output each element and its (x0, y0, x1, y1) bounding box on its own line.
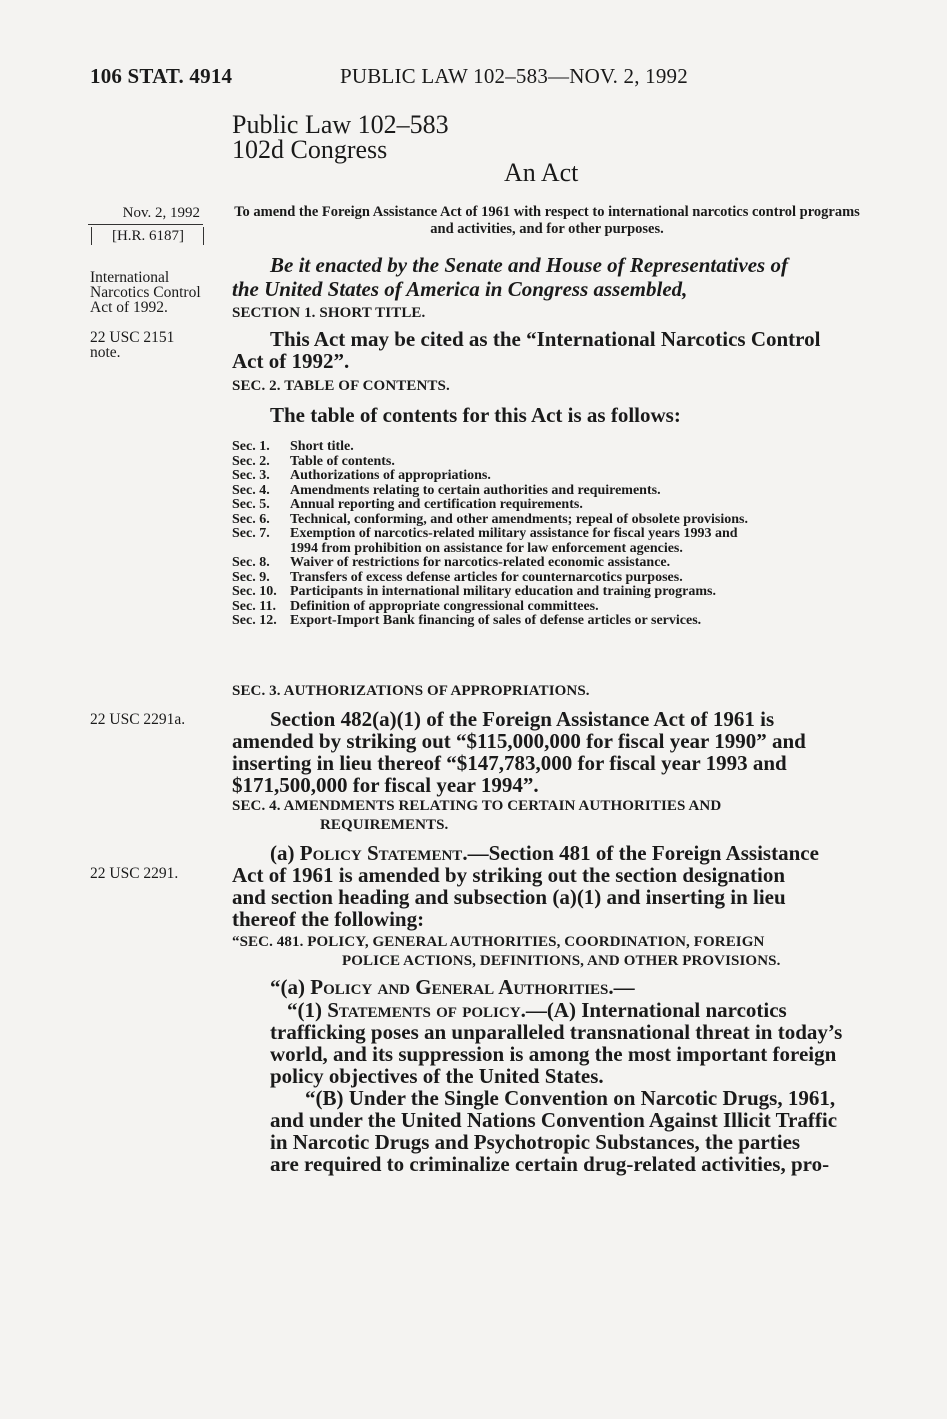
toc-section-number: Sec. 12. (232, 613, 277, 628)
toc-section-title: Waiver of restrictions for narcotics-related economic assistance. (290, 555, 671, 570)
quoted-subsection-a-heading (270, 976, 635, 998)
paragraph-1-line-1 (287, 999, 862, 1021)
toc-entry (232, 469, 872, 484)
section-3-text-line-3: inserting in lieu thereof “$147,783,000 for fiscal year 1993 and (232, 751, 787, 775)
section-1-text-line-2: Act of 1992”. (232, 349, 350, 373)
section-3-heading: SEC. 3. AUTHORIZATIONS OF APPROPRIATIONS. (232, 683, 590, 699)
paragraph-1-line-2: trafficking poses an unparalleled transnational threat in today’s (270, 1020, 843, 1044)
toc-section-number: Sec. 4. (232, 482, 270, 498)
toc-section-title: Export-Import Bank financing of sales of defense articles or services. (290, 613, 702, 628)
margin-usc-note: 22 USC 2151 note. (90, 329, 175, 361)
statutes-at-large-citation: 106 STAT. 4914 (90, 64, 233, 88)
quoted-subsection-a-label: “(a) (270, 975, 305, 999)
section-3-text-line-2: amended by striking out “$115,000,000 for fiscal year 1990” and (232, 729, 806, 753)
running-header-law-date: PUBLIC LAW 102–583—NOV. 2, 1992 (340, 64, 688, 88)
toc-section-number: Sec. 1. (232, 439, 270, 454)
toc-section-title: Amendments relating to certain authorities and requirements. (290, 482, 661, 498)
subsection-a-line-2: Act of 1961 is amended by striking out the section designation (232, 863, 786, 887)
margin-usc-note: 22 USC 2291a. (90, 711, 186, 728)
toc-section-number: Sec. 5. (232, 497, 270, 512)
quoted-section-481-heading-line-2: POLICE ACTIONS, DEFINITIONS, AND OTHER PROVISIONS. (342, 953, 781, 969)
subsection-a-line-1 (270, 842, 862, 864)
subparagraph-b-line-1: “(B) Under the Single Convention on Narcotic Drugs, 1961, (305, 1086, 836, 1110)
toc-section-title: Exemption of narcotics-related military assistance for fiscal years 1993 and (290, 526, 738, 541)
toc-entry (232, 498, 872, 513)
toc-entry (232, 614, 872, 629)
enacting-clause-line-1: Be it enacted by the Senate and House of Representatives of (270, 253, 788, 277)
public-law-number: Public Law 102–583 (232, 110, 449, 139)
toc-section-title-continued: 1994 from prohibition on assistance for law enforcement agencies. (290, 540, 683, 556)
subparagraph-b-line-4: are required to criminalize certain drug-related activities, pro- (270, 1152, 830, 1176)
toc-section-title: Definition of appropriate congressional committees. (290, 598, 599, 614)
enacting-clause-line-2: the United States of America in Congress assembled, (232, 277, 688, 301)
act-purpose: To amend the Foreign Assistance Act of 1961 with respect to international narcotics control programs and activities, and for other purposes. (234, 204, 860, 237)
toc-entry (232, 527, 872, 542)
margin-divider (88, 224, 203, 225)
section-1-heading: SECTION 1. SHORT TITLE. (232, 305, 426, 321)
toc-section-number: Sec. 6. (232, 511, 270, 527)
toc-section-title: Short title. (290, 439, 354, 454)
quoted-section-481-heading-line-1: “SEC. 481. POLICY, GENERAL AUTHORITIES, COORDINATION, FOREIGN (232, 934, 765, 950)
paragraph-1-line-1-tail: .—(A) International narcotics (520, 998, 787, 1022)
toc-section-number: Sec. 9. (232, 569, 270, 585)
quoted-subsection-a-tail: .— (608, 975, 635, 999)
bill-bracket-right (203, 227, 204, 245)
subsection-a-caption: Policy Statement (299, 841, 463, 865)
margin-bill-number: [H.R. 6187] (111, 228, 185, 244)
toc-section-number: Sec. 11. (232, 598, 276, 614)
section-3-text-line-4: $171,500,000 for fiscal year 1994”. (232, 773, 539, 797)
subsection-a-line-4: thereof the following: (232, 907, 425, 931)
an-act-heading: An Act (504, 158, 579, 187)
paragraph-1-line-3: world, and its suppression is among the most important foreign (270, 1042, 837, 1066)
toc-section-title: Transfers of excess defense articles for counternarcotics purposes. (290, 569, 683, 585)
subparagraph-b-line-2: and under the United Nations Convention Against Illicit Traffic (270, 1108, 838, 1132)
toc-entry (232, 600, 872, 615)
toc-section-title: Technical, conforming, and other amendments; repeal of obsolete provisions. (290, 511, 748, 527)
toc-entry (232, 484, 872, 499)
toc-entry (232, 455, 872, 470)
toc-entry (232, 571, 872, 586)
toc-section-title: Participants in international military education and training programs. (290, 584, 716, 599)
subsection-a-label: (a) (270, 841, 295, 865)
paragraph-1-label: “(1) (287, 998, 322, 1022)
paragraph-1-line-4: policy objectives of the United States. (270, 1064, 604, 1088)
toc-section-number: Sec. 3. (232, 468, 270, 483)
section-2-intro: The table of contents for this Act is as follows: (270, 403, 681, 427)
margin-usc-note: 22 USC 2291. (90, 865, 179, 882)
paragraph-1-caption: Statements of policy (327, 998, 521, 1022)
toc-section-number: Sec. 10. (232, 584, 277, 599)
toc-entry (232, 585, 872, 600)
section-1-text-line-1: This Act may be cited as the “International Narcotics Control (270, 327, 821, 351)
table-of-contents (232, 440, 872, 629)
toc-section-title: Annual reporting and certification requirements. (290, 497, 583, 512)
toc-entry (232, 440, 872, 455)
toc-entry (232, 513, 872, 528)
subparagraph-b-line-3: in Narcotic Drugs and Psychotropic Substances, the parties (270, 1130, 801, 1154)
section-2-heading: SEC. 2. TABLE OF CONTENTS. (232, 378, 450, 394)
congress-number: 102d Congress (232, 135, 388, 164)
toc-section-number: Sec. 8. (232, 555, 270, 570)
section-4-heading-line-2: REQUIREMENTS. (320, 817, 449, 833)
subsection-a-line-3: and section heading and subsection (a)(1) and inserting in lieu (232, 885, 786, 909)
quoted-subsection-a-caption: Policy and General Authorities (310, 975, 609, 999)
toc-section-title: Authorizations of appropriations. (290, 468, 491, 483)
toc-section-number: Sec. 2. (232, 453, 270, 469)
toc-section-number: Sec. 7. (232, 526, 270, 541)
margin-short-title-note: International Narcotics Control Act of 1992. (90, 269, 201, 316)
margin-enactment-date: Nov. 2, 1992 (122, 205, 200, 221)
toc-entry (232, 556, 872, 571)
subsection-a-line-1-tail: .—Section 481 of the Foreign Assistance (462, 841, 819, 865)
section-3-text-line-1: Section 482(a)(1) of the Foreign Assistance Act of 1961 is (270, 707, 775, 731)
toc-section-title: Table of contents. (290, 453, 395, 469)
section-4-heading-line-1: SEC. 4. AMENDMENTS RELATING TO CERTAIN AUTHORITIES AND (232, 798, 722, 814)
